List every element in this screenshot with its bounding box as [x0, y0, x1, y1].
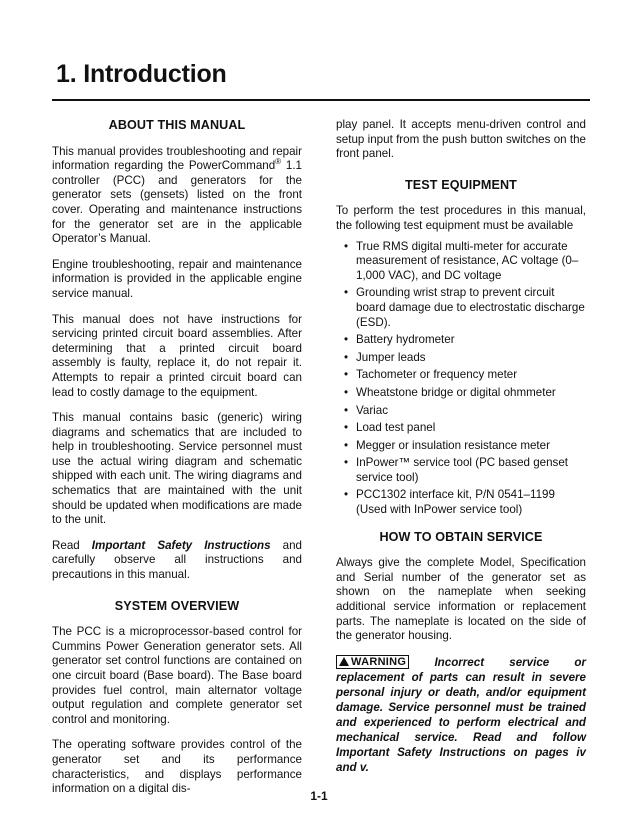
warning-badge: WARNING: [336, 655, 409, 669]
about-heading: ABOUT THIS MANUAL: [108, 118, 246, 132]
about-paragraph-1: This manual provides troubleshooting and repair information regarding the PowerCommand® 1.1 controller (PCC) and generators for the generator sets (gensets) listed on the front cover. Operating and maintenance instructions for the generator set are in the applicable Operator’s Manual.: [52, 144, 302, 246]
about-paragraph-5: Read Important Safety Instructions and carefully observe all instructions and precautions in this manual.: [52, 538, 302, 582]
equipment-intro: To perform the test procedures in this manual, the following test equipment must be available: [336, 204, 586, 232]
list-item: • PCC1302 interface kit, P/N 0541–1199 (Used with InPower service tool): [344, 488, 555, 517]
list-item: • Grounding wrist strap to prevent circuit board damage due to electrostatic discharge (ESD).: [344, 286, 585, 329]
about-paragraph-3: This manual does not have instructions for servicing printed circuit board assemblies. After determining that a printed circuit board assembly is faulty, replace it, do not repair it. Attempts to repair a printed circuit board can lead to costly damage to the equipment.: [52, 312, 302, 399]
list-item: • Megger or insulation resistance meter: [344, 438, 550, 452]
list-item: • Load test panel: [344, 421, 436, 435]
registered-mark: ®: [275, 157, 282, 167]
title-rule: [52, 99, 590, 101]
overview-paragraph-1: The PCC is a microprocessor-based control for Cummins Power Generation generator sets. All generator set control functions are contained on one circuit board (Base board). The Base board provides fuel control, main alternator voltage output regulation and complete generator set control and monitoring.: [52, 625, 302, 726]
warning-triangle-icon: [339, 657, 349, 666]
warning-block: [336, 655, 586, 775]
equipment-heading: TEST EQUIPMENT: [405, 177, 517, 192]
safety-instructions-emphasis: Important Safety Instructions: [91, 538, 271, 552]
overview-paragraph-2-continued: play panel. It accepts menu-driven control and setup input from the push button switches on the front panel.: [336, 118, 586, 161]
list-item: • Variac: [344, 403, 389, 417]
list-item: • True RMS digital multi-meter for accurate measurement of resistance, AC voltage (0–1,000 VAC), and DC voltage: [344, 239, 579, 282]
chapter-title: 1. Introduction: [56, 60, 227, 88]
about-paragraph-2: Engine troubleshooting, repair and maintenance information is provided in the applicable engine service manual.: [52, 257, 302, 300]
left-column: [52, 118, 302, 797]
overview-paragraph-2: The operating software provides control of the generator set and its performance characteristics, and displays performance information on a digital dis-: [52, 738, 302, 796]
service-heading: HOW TO OBTAIN SERVICE: [379, 529, 543, 544]
list-item: • InPower™ service tool (PC based genset service tool): [344, 456, 569, 484]
list-item: • Battery hydrometer: [344, 333, 455, 347]
list-item: • Tachometer or frequency meter: [344, 368, 518, 382]
equipment-list: [336, 240, 586, 518]
warning-text: Incorrect service or replacement of parts can result in severe personal injury or death, and/or equipment damage. Service personnel must be trained and experienced to perform electrical and mechanical service. Read and follow Important Safety Instructions on pages iv and v.: [336, 655, 586, 774]
right-column: [336, 118, 586, 786]
overview-heading: SYSTEM OVERVIEW: [114, 598, 240, 613]
page-number: 1-1: [310, 789, 328, 803]
service-paragraph: Always give the complete Model, Specification and Serial number of the generator set as shown on the nameplate when seeking additional service information or replacement parts. The nameplate is located on the side of the generator housing.: [336, 556, 586, 643]
about-paragraph-4: This manual contains basic (generic) wiring diagrams and schematics that are included to help in troubleshooting. Service personnel must use the actual wiring diagram and schematic shipped with each unit. The wiring diagrams and schematics that are maintained with the unit should be updated when modifications are made to the unit.: [52, 411, 302, 527]
list-item: • Jumper leads: [344, 350, 426, 364]
list-item: • Wheatstone bridge or digital ohmmeter: [344, 385, 556, 399]
